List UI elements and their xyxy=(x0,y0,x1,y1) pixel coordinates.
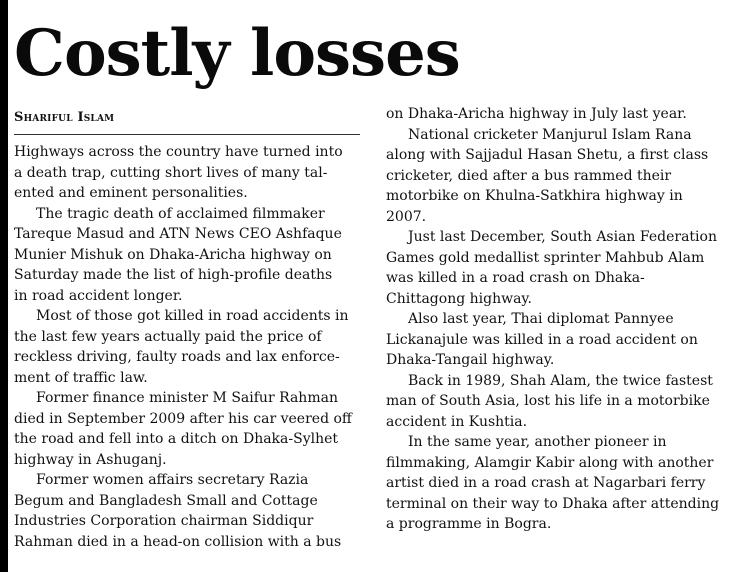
text-line: Begum and Bangladesh Small and Cottage xyxy=(14,492,318,509)
text-line: on Dhaka-Aricha highway in July last year. xyxy=(386,106,687,122)
text-line: the road and fell into a ditch on Dhaka-Sylhet xyxy=(14,431,339,447)
text-line: filmmaking, Alamgir Kabir along with another xyxy=(386,454,714,471)
text-line: Also last year, Thai diplomat Pannyee xyxy=(408,311,674,327)
text-line: was killed in a road crash on Dhaka- xyxy=(386,270,645,286)
text-line: Tareque Masud and ATN News CEO Ashfaque xyxy=(14,226,342,242)
text-line: reckless driving, faulty roads and lax enforce- xyxy=(14,349,340,365)
text-line: Dhaka-Tangail highway. xyxy=(386,352,555,368)
text-line: died in September 2009 after his car veered off xyxy=(14,410,352,427)
text-line: Just last December, South Asian Federation xyxy=(408,229,717,245)
text-line: Games gold medallist sprinter Mahbub Alam xyxy=(386,249,705,266)
text-line: ment of traffic law. xyxy=(14,369,148,386)
text-line: Most of those got killed in road accidents in xyxy=(36,308,349,324)
byline-rule xyxy=(14,134,360,135)
text-line: accident in Kushtia. xyxy=(386,413,528,430)
text-line: the last few years actually paid the price of xyxy=(14,328,322,345)
text-line: a death trap, cutting short lives of many tal- xyxy=(14,164,328,181)
text-line: Industries Corporation chairman Siddiqur xyxy=(14,513,314,529)
article-column-1 xyxy=(14,142,374,552)
text-line: highway in Ashuganj. xyxy=(14,451,167,468)
page-edge-bar xyxy=(0,0,8,572)
byline: Shariful Islam xyxy=(14,110,115,125)
text-line: National cricketer Manjurul Islam Rana xyxy=(408,126,692,143)
text-line: Saturday made the list of high-profile deaths xyxy=(14,267,333,283)
text-line: ented and eminent personalities. xyxy=(14,185,248,201)
text-line: Former finance minister M Saifur Rahman xyxy=(36,390,338,406)
text-line: Munier Mishuk on Dhaka-Aricha highway on xyxy=(14,246,332,263)
text-line: Lickanajule was killed in a road accident on xyxy=(386,331,698,348)
text-line: The tragic death of acclaimed filmmaker xyxy=(36,205,325,222)
text-line: Former women affairs secretary Razia xyxy=(36,472,309,488)
text-line: cricketer, died after a bus rammed their xyxy=(386,167,672,184)
text-line: Chittagong highway. xyxy=(386,290,532,307)
text-line: in road accident longer. xyxy=(14,287,183,304)
text-line: artist died in a road crash at Nagarbari ferry xyxy=(386,475,706,491)
headline: Costly losses xyxy=(14,16,460,91)
text-line: Highways across the country have turned into xyxy=(14,144,343,160)
article-column-2 xyxy=(386,104,750,535)
text-line: terminal on their way to Dhaka after attending xyxy=(386,495,720,512)
text-line: man of South Asia, lost his life in a motorbike xyxy=(386,393,710,409)
text-line: In the same year, another pioneer in xyxy=(408,434,667,450)
text-line: 2007. xyxy=(386,208,427,225)
text-line: along with Sajjadul Hasan Shetu, a first class xyxy=(386,147,709,163)
text-line: a programme in Bogra. xyxy=(386,516,552,532)
text-line: motorbike on Khulna-Satkhira highway in xyxy=(386,188,683,204)
text-line: Back in 1989, Shah Alam, the twice fastest xyxy=(408,372,713,389)
text-line: Rahman died in a head-on collision with a bus xyxy=(14,533,342,550)
